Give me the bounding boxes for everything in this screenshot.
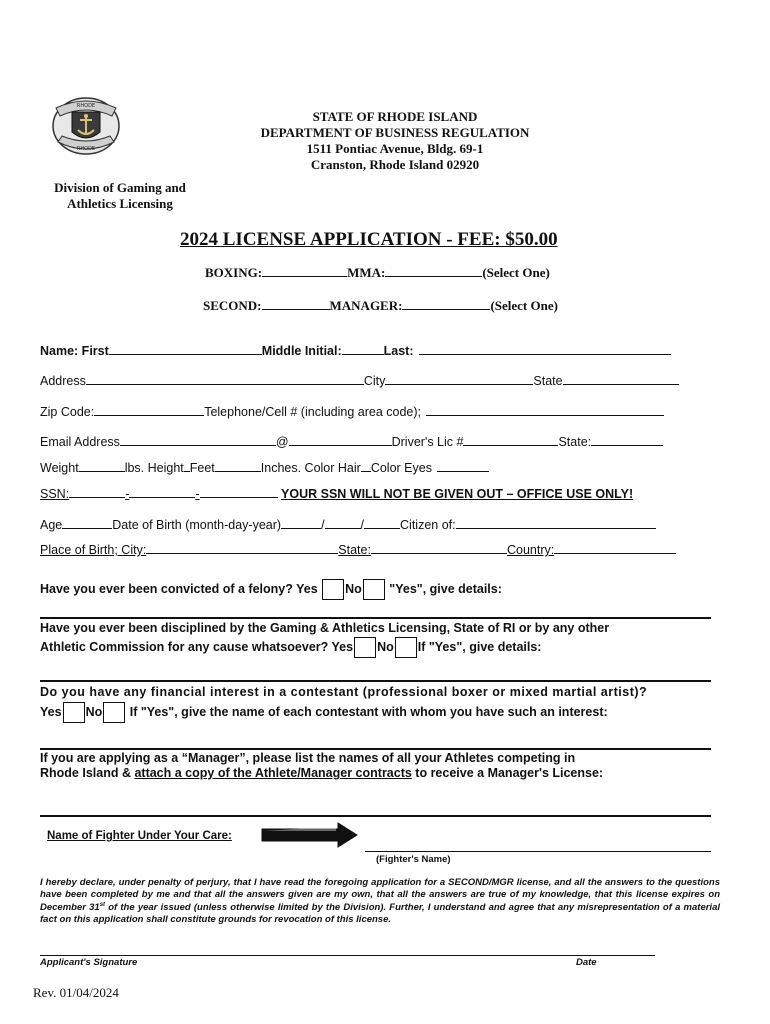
disciplined-no-checkbox[interactable] [395, 637, 417, 658]
felony-yes-checkbox[interactable] [322, 579, 344, 600]
zip-field[interactable] [94, 403, 204, 416]
ssn-part3[interactable] [200, 485, 278, 498]
age-field[interactable] [62, 516, 112, 529]
birthplace-row [40, 541, 676, 557]
zip-label: Zip Code: [40, 405, 95, 419]
division-line1: Division of Gaming and [54, 180, 186, 195]
felony-details-line[interactable] [40, 617, 711, 619]
applicant-signature-label: Applicant's Signature [40, 957, 138, 968]
manager-line2 [40, 766, 603, 781]
header-address2: Cranston, Rhode Island 02920 [310, 157, 480, 172]
declaration-sup: st [99, 902, 106, 908]
date-label: Date [576, 957, 597, 968]
dob-slash2: / [360, 518, 365, 532]
ssn-row [40, 485, 633, 501]
disciplined-no-label: No [377, 639, 394, 654]
birth-state-field[interactable] [371, 541, 507, 554]
birth-city-label: Place of Birth; City: [40, 543, 147, 557]
disciplined-yes-checkbox[interactable] [354, 637, 376, 658]
eyes-field[interactable] [437, 459, 489, 472]
license-row-1 [205, 264, 550, 281]
first-name-field[interactable] [109, 342, 262, 355]
manager-line2-a: Rhode Island & [40, 766, 135, 780]
felony-details-label: "Yes", give details: [389, 581, 502, 596]
middle-initial-label: Middle Initial: [261, 344, 342, 358]
weight-field[interactable] [79, 459, 125, 472]
disciplined-yes-label: Athletic Commission for any cause whatsoever? Yes [40, 639, 354, 654]
email-domain-field[interactable] [289, 433, 392, 446]
telephone-field[interactable] [426, 403, 664, 416]
middle-initial-field[interactable] [342, 342, 384, 355]
lic-state-field[interactable] [591, 433, 663, 446]
birth-country-field[interactable] [554, 541, 676, 554]
disciplined-details-label: If "Yes", give details: [417, 639, 542, 654]
division-block [50, 180, 190, 212]
email-user-field[interactable] [120, 433, 276, 446]
dob-slash1: / [321, 518, 325, 532]
citizen-field[interactable] [456, 516, 656, 529]
dob-day-field[interactable] [325, 516, 361, 529]
felony-label: Have you ever been convicted of a felony? Yes [40, 581, 318, 596]
interest-line1: Do you have any financial interest in a contestant (professional boxer or mixed martial artist)? [40, 685, 648, 699]
manager-line2-c: to receive a Manager's License: [411, 766, 604, 780]
manager-field[interactable] [402, 297, 490, 310]
last-name-field[interactable] [419, 342, 671, 355]
drivers-lic-label: Driver's Lic # [391, 435, 464, 449]
disciplined-line1: Have you ever been disciplined by the Gaming & Athletics Licensing, State of RI or by any other [40, 621, 610, 635]
second-field[interactable] [262, 297, 330, 310]
disciplined-details-line[interactable] [40, 680, 711, 682]
license-row-2 [203, 297, 558, 314]
dob-year-field[interactable] [364, 516, 400, 529]
hair-label: Inches. Color Hair [260, 461, 361, 475]
zip-row [40, 403, 664, 419]
select-one-2: (Select One) [490, 298, 558, 313]
manager-contracts-link: attach a copy of the Athlete/Manager contracts [134, 766, 412, 780]
disciplined-question [40, 620, 609, 658]
interest-no-checkbox[interactable] [103, 702, 125, 723]
mma-field[interactable] [385, 264, 482, 277]
lic-state-label: State: [558, 435, 592, 449]
page-title: 2024 LICENSE APPLICATION - FEE: $50.00 [180, 229, 558, 250]
birth-country-label: Country: [506, 543, 555, 557]
interest-yes-checkbox[interactable] [63, 702, 85, 723]
interest-no-label: No [85, 704, 103, 719]
mma-label: MMA: [347, 265, 386, 280]
dob-month-field[interactable] [281, 516, 321, 529]
birth-city-field[interactable] [146, 541, 338, 554]
citizen-label: Citizen of: [400, 518, 456, 532]
dob-label: Date of Birth (month-day-year) [112, 518, 282, 532]
select-one-1: (Select One) [482, 265, 550, 280]
feet-label: Feet [189, 461, 215, 475]
header-department: DEPARTMENT OF BUSINESS REGULATION [260, 125, 530, 140]
second-label: SECOND: [203, 298, 262, 313]
state-field[interactable] [563, 372, 679, 385]
division-line2: Athletics Licensing [67, 196, 173, 211]
weight-label: Weight [40, 461, 79, 475]
ssn-part1[interactable] [69, 485, 125, 498]
first-name-label: Name: First [40, 344, 109, 358]
last-name-label: Last: [383, 344, 414, 358]
age-row [40, 516, 656, 532]
hair-field[interactable] [361, 459, 371, 472]
ssn-dash1: - [125, 487, 130, 501]
interest-yes-label: Yes [40, 704, 62, 719]
ssn-dash2: - [195, 487, 200, 501]
height-inches-field[interactable] [215, 459, 261, 472]
boxing-field[interactable] [262, 264, 347, 277]
fighter-name-line[interactable] [365, 851, 711, 852]
email-label: Email Address [40, 435, 120, 449]
physical-row [40, 459, 489, 475]
address-field[interactable] [86, 372, 364, 385]
address-row [40, 372, 679, 388]
interest-line2 [40, 702, 647, 723]
felony-question [40, 579, 502, 600]
header-state: STATE OF RHODE ISLAND [312, 109, 478, 124]
manager-athletes-line[interactable] [40, 815, 711, 817]
eyes-label: Color Eyes [370, 461, 432, 475]
revision-date: Rev. 01/04/2024 [33, 985, 119, 1000]
ssn-part2[interactable] [129, 485, 195, 498]
telephone-label: Telephone/Cell # (including area code); [204, 405, 422, 419]
state-label: State [533, 374, 563, 388]
ssn-note: YOUR SSN WILL NOT BE GIVEN OUT – OFFICE USE ONLY! [281, 487, 634, 501]
interest-question [40, 683, 647, 723]
manager-question [40, 751, 603, 781]
name-row [40, 342, 671, 358]
header-block [240, 109, 550, 173]
fighter-label: Name of Fighter Under Your Care: [47, 830, 232, 842]
manager-line1: If you are applying as a “Manager”, please list the names of all your Athletes competing in [40, 751, 576, 765]
address-label: Address [40, 374, 86, 388]
height-label: lbs. Height [124, 461, 184, 475]
at-sign: @ [275, 435, 289, 449]
header-address1: 1511 Pontiac Avenue, Bldg. 69-1 [306, 141, 484, 156]
declaration-text [40, 877, 720, 925]
ssn-label: SSN: [40, 487, 70, 501]
felony-no-label: No [345, 581, 362, 596]
declaration-part2: of the year issued (unless otherwise limited by the Division). Further, I understand and agree that any misrepresentation of a material fact on this application shall constitute grounds for revocation of this license. [40, 902, 720, 925]
svg-text:RHODE: RHODE [76, 146, 96, 152]
interest-details-label: If "Yes", give the name of each contestant with whom you have such an interest: [129, 704, 608, 719]
state-seal [50, 96, 122, 158]
email-row [40, 433, 663, 449]
felony-no-checkbox[interactable] [363, 579, 385, 600]
interest-details-line[interactable] [40, 748, 711, 750]
svg-text:RHODE: RHODE [76, 103, 96, 109]
arrow-right-icon [260, 822, 360, 848]
declaration-part1: I hereby declare, under penalty of perjury, that I have read the foregoing application for a SECOND/MGR license, and all the answers to the questions have been completed by me and that all the answers given are my own, that all the answers are true of my knowledge, that this license expires on December 31 [40, 877, 720, 914]
drivers-lic-field[interactable] [463, 433, 558, 446]
signature-line[interactable] [40, 955, 655, 956]
birth-state-label: State: [338, 543, 371, 557]
manager-label: MANAGER: [329, 298, 403, 313]
city-label: City [363, 374, 386, 388]
boxing-label: BOXING: [205, 265, 263, 280]
fighter-name-caption: (Fighter's Name) [376, 854, 451, 865]
city-field[interactable] [385, 372, 533, 385]
disciplined-line2 [40, 637, 609, 658]
age-label: Age [40, 518, 63, 532]
